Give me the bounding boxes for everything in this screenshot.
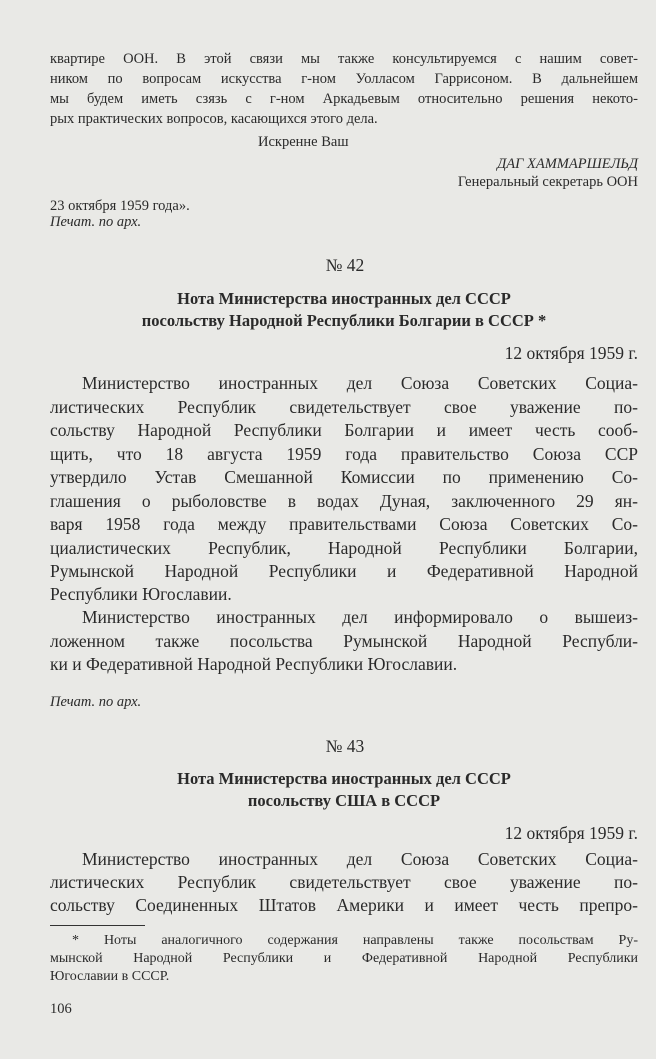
footnote-line: Югославии в СССР.: [50, 969, 170, 984]
document-date: 12 октября 1959 г.: [504, 343, 638, 363]
text-line: циалистических Республик, Народной Республики Болгарии,: [50, 538, 638, 558]
text-line: квартире ООН. В этой связи мы также консультируемся с нашим совет-: [50, 51, 638, 67]
document-title: посольству Народной Республики Болгарии в СССР *: [141, 311, 547, 330]
text-line: Министерство иностранных дел Союза Советских Социа-: [82, 849, 638, 869]
footnote-divider: [50, 925, 145, 926]
text-line: сольству Соединенных Штатов Америки и имеет честь препро-: [50, 895, 638, 915]
signature-name: ДАГ ХАММАРШЕЛЬД: [497, 156, 638, 172]
page-number: 106: [50, 1001, 72, 1017]
text-line: рых практических вопросов, касающихся этого дела.: [50, 111, 378, 127]
text-line: сольству Народной Республики Болгарии и имеет честь сооб-: [50, 420, 638, 440]
text-line: Министерство иностранных дел Союза Советских Социа-: [82, 373, 638, 393]
document-title: Нота Министерства иностранных дел СССР: [177, 289, 511, 308]
document-title: Нота Министерства иностранных дел СССР: [177, 769, 511, 788]
footnote-line: * Ноты аналогичного содержания направлены также посольствам Ру-: [72, 933, 638, 948]
text-line: мы будем иметь сзязь с г-ном Аркадьевым относительно решения некото-: [50, 91, 638, 107]
source-note: Печат. по арх.: [50, 694, 142, 710]
text-line: листических Республик свидетельствует свое уважение по-: [50, 397, 638, 417]
text-line: Республики Югославии.: [50, 584, 232, 604]
text-line: варя 1958 года между правительствами Союза Советских Со-: [50, 514, 638, 534]
text-line: глашения о рыболовстве в водах Дуная, заключенного 29 ян-: [50, 491, 638, 511]
document-date: 12 октября 1959 г.: [504, 823, 638, 843]
document-number: № 43: [325, 736, 365, 756]
text-line: утвердило Устав Смешанной Комиссии по применению Со-: [50, 467, 638, 487]
text-line: Министерство иностранных дел информировало о вышеиз-: [82, 607, 638, 627]
signature-title: Генеральный секретарь ООН: [457, 174, 638, 190]
closing: Искренне Ваш: [258, 134, 349, 150]
source-note: Печат. по арх.: [50, 214, 142, 230]
text-line: щить, что 18 августа 1959 года правительство Союза ССР: [50, 444, 638, 464]
letter-date: 23 октября 1959 года».: [50, 198, 190, 214]
text-line: ки и Федеративной Народной Республики Югославии.: [50, 654, 458, 674]
text-line: листических Республик свидетельствует свое уважение по-: [50, 872, 638, 892]
footnote-line: мынской Народной Республики и Федеративной Народной Республики: [50, 951, 638, 966]
document-number: № 42: [325, 255, 365, 275]
document-title: посольству США в СССР: [247, 791, 441, 810]
text-line: ником по вопросам искусства г-ном Уолласом Гаррисоном. В дальнейшем: [50, 71, 638, 87]
text-line: Румынской Народной Республики и Федеративной Народной: [50, 561, 638, 581]
text-line: ложенном также посольства Румынской Народной Республи-: [50, 631, 638, 651]
